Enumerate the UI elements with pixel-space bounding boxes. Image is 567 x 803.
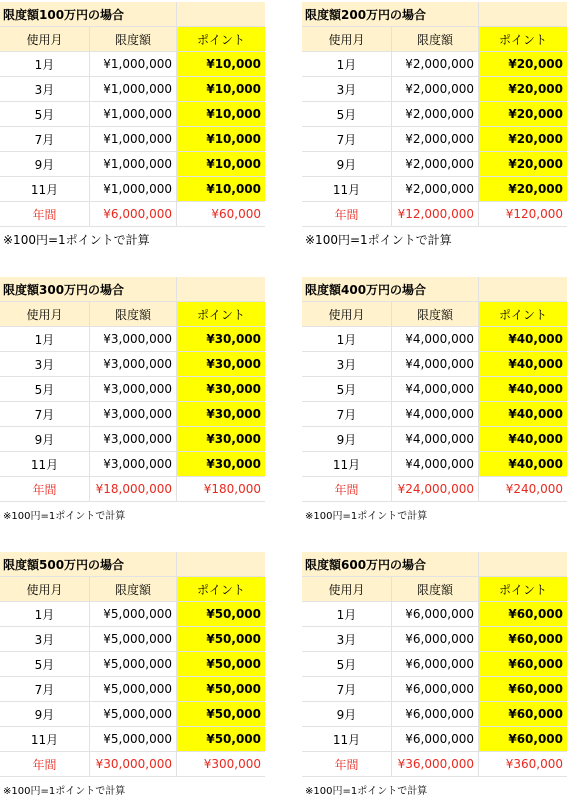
month-cell[interactable]: 7月	[302, 677, 392, 701]
limit-cell[interactable]: ¥6,000,000	[392, 727, 479, 751]
header-points[interactable]: ポイント	[479, 27, 567, 51]
table-row	[0, 427, 265, 452]
total-label[interactable]: 年間	[302, 752, 392, 776]
table-header-row	[302, 577, 567, 602]
total-label[interactable]: 年間	[302, 202, 392, 226]
limit-table	[302, 277, 567, 527]
table-row	[0, 727, 265, 752]
month-cell[interactable]: 5月	[302, 652, 392, 676]
points-cell[interactable]: ¥50,000	[177, 652, 265, 676]
limit-cell[interactable]: ¥3,000,000	[90, 352, 177, 376]
header-limit[interactable]: 限度額	[90, 302, 177, 326]
note-row	[0, 502, 265, 527]
limit-cell[interactable]: ¥4,000,000	[392, 452, 479, 476]
empty-cell[interactable]	[177, 552, 265, 576]
month-cell[interactable]: 11月	[302, 727, 392, 751]
points-cell[interactable]: ¥40,000	[479, 402, 567, 426]
table-title[interactable]: 限度額200万円の場合	[302, 2, 479, 26]
table-row	[302, 702, 567, 727]
limit-table	[0, 277, 265, 527]
month-cell[interactable]: 1月	[0, 52, 90, 76]
month-cell[interactable]: 3月	[302, 77, 392, 101]
table-row	[0, 52, 265, 77]
limit-cell[interactable]: ¥1,000,000	[90, 102, 177, 126]
table-title-row	[302, 552, 567, 577]
points-cell[interactable]: ¥30,000	[177, 402, 265, 426]
month-cell[interactable]: 9月	[302, 702, 392, 726]
points-cell[interactable]: ¥50,000	[177, 702, 265, 726]
points-cell[interactable]: ¥10,000	[177, 52, 265, 76]
calculation-note[interactable]: ※100円=1ポイントで計算	[305, 511, 428, 522]
points-cell[interactable]: ¥40,000	[479, 327, 567, 351]
month-cell[interactable]: 3月	[0, 77, 90, 101]
table-row	[0, 77, 265, 102]
month-cell[interactable]: 1月	[302, 52, 392, 76]
header-limit[interactable]: 限度額	[90, 27, 177, 51]
points-cell[interactable]: ¥60,000	[479, 677, 567, 701]
table-header-row	[0, 27, 265, 52]
table-title[interactable]: 限度額100万円の場合	[0, 2, 177, 26]
table-row	[302, 152, 567, 177]
limit-cell[interactable]: ¥6,000,000	[392, 677, 479, 701]
note-row	[302, 502, 567, 527]
limit-cell[interactable]: ¥4,000,000	[392, 402, 479, 426]
limit-table	[0, 2, 265, 252]
table-header-row	[302, 27, 567, 52]
month-cell[interactable]: 1月	[302, 327, 392, 351]
table-row	[302, 127, 567, 152]
table-row	[302, 177, 567, 202]
month-cell[interactable]: 9月	[0, 702, 90, 726]
points-cell[interactable]: ¥60,000	[479, 652, 567, 676]
total-label[interactable]: 年間	[0, 202, 90, 226]
annual-total-row	[302, 752, 567, 777]
empty-cell[interactable]	[479, 552, 567, 576]
empty-cell[interactable]	[177, 2, 265, 26]
empty-cell[interactable]	[177, 277, 265, 301]
table-row	[302, 402, 567, 427]
points-cell[interactable]: ¥40,000	[479, 377, 567, 401]
table-row	[302, 627, 567, 652]
month-cell[interactable]: 11月	[302, 177, 392, 201]
calculation-note[interactable]: ※100円=1ポイントで計算	[3, 233, 150, 247]
points-cell[interactable]: ¥50,000	[177, 602, 265, 626]
header-month[interactable]: 使用月	[302, 27, 392, 51]
total-points[interactable]: ¥60,000	[211, 207, 261, 221]
limit-cell[interactable]: ¥1,000,000	[90, 177, 177, 201]
table-row	[0, 127, 265, 152]
points-cell[interactable]: ¥30,000	[177, 427, 265, 451]
header-points[interactable]: ポイント	[479, 302, 567, 326]
table-row	[0, 702, 265, 727]
limit-cell[interactable]: ¥1,000,000	[90, 52, 177, 76]
month-cell[interactable]: 7月	[0, 402, 90, 426]
calculation-note[interactable]: ※100円=1ポイントで計算	[305, 786, 428, 797]
limit-cell[interactable]: ¥5,000,000	[90, 652, 177, 676]
table-title-row	[0, 2, 265, 27]
month-cell[interactable]: 5月	[0, 377, 90, 401]
points-cell[interactable]: ¥50,000	[177, 627, 265, 651]
month-cell[interactable]: 11月	[0, 452, 90, 476]
points-cell[interactable]: ¥20,000	[479, 127, 567, 151]
month-cell[interactable]: 11月	[0, 177, 90, 201]
limit-cell[interactable]: ¥6,000,000	[392, 602, 479, 626]
limit-cell[interactable]: ¥1,000,000	[90, 77, 177, 101]
table-row	[302, 677, 567, 702]
points-cell[interactable]: ¥10,000	[177, 152, 265, 176]
total-limit[interactable]: ¥6,000,000	[90, 202, 177, 226]
limit-cell[interactable]: ¥2,000,000	[392, 77, 479, 101]
points-cell[interactable]: ¥60,000	[479, 702, 567, 726]
table-row	[302, 352, 567, 377]
month-cell[interactable]: 7月	[302, 402, 392, 426]
month-cell[interactable]: 3月	[302, 352, 392, 376]
table-row	[302, 327, 567, 352]
annual-total-row	[302, 477, 567, 502]
month-cell[interactable]: 1月	[0, 602, 90, 626]
note-row	[302, 777, 567, 802]
month-cell[interactable]: 1月	[302, 602, 392, 626]
limit-cell[interactable]: ¥2,000,000	[392, 52, 479, 76]
month-cell[interactable]: 9月	[302, 427, 392, 451]
month-cell[interactable]: 9月	[302, 152, 392, 176]
table-row	[302, 427, 567, 452]
table-title-row	[302, 2, 567, 27]
points-cell[interactable]: ¥60,000	[479, 727, 567, 751]
table-header-row	[0, 577, 265, 602]
total-limit[interactable]: ¥36,000,000	[392, 752, 479, 776]
table-row	[0, 177, 265, 202]
limit-cell[interactable]: ¥5,000,000	[90, 702, 177, 726]
limit-cell[interactable]: ¥2,000,000	[392, 152, 479, 176]
points-cell[interactable]: ¥40,000	[479, 452, 567, 476]
limit-cell[interactable]: ¥3,000,000	[90, 327, 177, 351]
limit-cell[interactable]: ¥4,000,000	[392, 377, 479, 401]
table-row	[302, 452, 567, 477]
limit-cell[interactable]: ¥6,000,000	[392, 627, 479, 651]
month-cell[interactable]: 9月	[0, 427, 90, 451]
note-row	[0, 777, 265, 802]
calculation-note[interactable]: ※100円=1ポイントで計算	[305, 233, 452, 247]
header-points[interactable]: ポイント	[177, 27, 265, 51]
table-row	[0, 352, 265, 377]
table-row	[0, 402, 265, 427]
limit-cell[interactable]: ¥3,000,000	[90, 402, 177, 426]
limit-cell[interactable]: ¥4,000,000	[392, 352, 479, 376]
table-header-row	[302, 302, 567, 327]
table-title-row	[0, 277, 265, 302]
header-points[interactable]: ポイント	[177, 577, 265, 601]
calculation-note[interactable]: ※100円=1ポイントで計算	[3, 786, 126, 797]
table-title[interactable]: 限度額400万円の場合	[302, 277, 479, 301]
table-row	[302, 602, 567, 627]
month-cell[interactable]: 7月	[0, 127, 90, 151]
points-cell[interactable]: ¥20,000	[479, 52, 567, 76]
points-cell[interactable]: ¥30,000	[177, 377, 265, 401]
month-cell[interactable]: 3月	[0, 627, 90, 651]
total-limit[interactable]: ¥18,000,000	[90, 477, 177, 501]
points-cell[interactable]: ¥20,000	[479, 177, 567, 201]
limit-cell[interactable]: ¥1,000,000	[90, 127, 177, 151]
header-month[interactable]: 使用月	[302, 577, 392, 601]
total-points[interactable]: ¥360,000	[505, 757, 563, 771]
annual-total-row	[0, 202, 265, 227]
table-row	[302, 377, 567, 402]
month-cell[interactable]: 1月	[0, 327, 90, 351]
table-row	[0, 102, 265, 127]
month-cell[interactable]: 11月	[0, 727, 90, 751]
points-cell[interactable]: ¥60,000	[479, 627, 567, 651]
limit-cell[interactable]: ¥3,000,000	[90, 377, 177, 401]
limit-cell[interactable]: ¥6,000,000	[392, 652, 479, 676]
table-row	[302, 727, 567, 752]
points-cell[interactable]: ¥50,000	[177, 727, 265, 751]
table-title[interactable]: 限度額500万円の場合	[0, 552, 177, 576]
limit-cell[interactable]: ¥6,000,000	[392, 702, 479, 726]
note-row	[302, 227, 567, 252]
points-cell[interactable]: ¥40,000	[479, 427, 567, 451]
points-cell[interactable]: ¥20,000	[479, 77, 567, 101]
limit-cell[interactable]: ¥2,000,000	[392, 177, 479, 201]
table-title[interactable]: 限度額600万円の場合	[302, 552, 479, 576]
month-cell[interactable]: 5月	[0, 102, 90, 126]
header-month[interactable]: 使用月	[0, 27, 90, 51]
total-points[interactable]: ¥120,000	[505, 207, 563, 221]
header-limit[interactable]: 限度額	[392, 577, 479, 601]
points-cell[interactable]: ¥20,000	[479, 152, 567, 176]
month-cell[interactable]: 3月	[302, 627, 392, 651]
month-cell[interactable]: 5月	[0, 652, 90, 676]
table-row	[0, 452, 265, 477]
month-cell[interactable]: 11月	[302, 452, 392, 476]
table-row	[0, 677, 265, 702]
limit-cell[interactable]: ¥4,000,000	[392, 427, 479, 451]
table-row	[0, 152, 265, 177]
month-cell[interactable]: 5月	[302, 102, 392, 126]
limit-cell[interactable]: ¥2,000,000	[392, 127, 479, 151]
points-cell[interactable]: ¥20,000	[479, 102, 567, 126]
table-row	[0, 377, 265, 402]
points-cell[interactable]: ¥10,000	[177, 77, 265, 101]
limit-cell[interactable]: ¥5,000,000	[90, 627, 177, 651]
empty-cell[interactable]	[479, 2, 567, 26]
total-label[interactable]: 年間	[302, 477, 392, 501]
limit-cell[interactable]: ¥1,000,000	[90, 152, 177, 176]
points-cell[interactable]: ¥40,000	[479, 352, 567, 376]
points-cell[interactable]: ¥30,000	[177, 327, 265, 351]
header-points[interactable]: ポイント	[177, 302, 265, 326]
annual-total-row	[0, 752, 265, 777]
limit-cell[interactable]: ¥5,000,000	[90, 602, 177, 626]
table-row	[0, 602, 265, 627]
table-title[interactable]: 限度額300万円の場合	[0, 277, 177, 301]
total-points[interactable]: ¥240,000	[505, 482, 563, 496]
table-header-row	[0, 302, 265, 327]
points-cell[interactable]: ¥30,000	[177, 352, 265, 376]
limit-cell[interactable]: ¥2,000,000	[392, 102, 479, 126]
total-points[interactable]: ¥300,000	[203, 757, 261, 771]
total-points[interactable]: ¥180,000	[203, 482, 261, 496]
header-month[interactable]: 使用月	[0, 577, 90, 601]
header-month[interactable]: 使用月	[302, 302, 392, 326]
limit-table	[302, 552, 567, 802]
total-limit[interactable]: ¥12,000,000	[392, 202, 479, 226]
table-row	[302, 652, 567, 677]
total-limit[interactable]: ¥24,000,000	[392, 477, 479, 501]
limit-cell[interactable]: ¥3,000,000	[90, 452, 177, 476]
header-limit[interactable]: 限度額	[392, 302, 479, 326]
table-title-row	[302, 277, 567, 302]
month-cell[interactable]: 9月	[0, 152, 90, 176]
calculation-note[interactable]: ※100円=1ポイントで計算	[3, 511, 126, 522]
header-limit[interactable]: 限度額	[392, 27, 479, 51]
month-cell[interactable]: 7月	[302, 127, 392, 151]
limit-cell[interactable]: ¥3,000,000	[90, 427, 177, 451]
limit-table	[302, 2, 567, 252]
header-month[interactable]: 使用月	[0, 302, 90, 326]
table-row	[0, 627, 265, 652]
annual-total-row	[302, 202, 567, 227]
note-row	[0, 227, 265, 252]
table-row	[302, 77, 567, 102]
total-limit[interactable]: ¥30,000,000	[90, 752, 177, 776]
month-cell[interactable]: 5月	[302, 377, 392, 401]
table-row	[302, 52, 567, 77]
points-cell[interactable]: ¥60,000	[479, 602, 567, 626]
annual-total-row	[0, 477, 265, 502]
limit-cell[interactable]: ¥5,000,000	[90, 677, 177, 701]
table-row	[0, 652, 265, 677]
month-cell[interactable]: 3月	[0, 352, 90, 376]
header-limit[interactable]: 限度額	[90, 577, 177, 601]
table-title-row	[0, 552, 265, 577]
points-cell[interactable]: ¥50,000	[177, 677, 265, 701]
table-row	[0, 327, 265, 352]
points-cell[interactable]: ¥10,000	[177, 177, 265, 201]
limit-cell[interactable]: ¥4,000,000	[392, 327, 479, 351]
table-row	[302, 102, 567, 127]
total-label[interactable]: 年間	[0, 752, 90, 776]
limit-table	[0, 552, 265, 802]
points-cell[interactable]: ¥10,000	[177, 102, 265, 126]
header-points[interactable]: ポイント	[479, 577, 567, 601]
points-cell[interactable]: ¥10,000	[177, 127, 265, 151]
total-label[interactable]: 年間	[0, 477, 90, 501]
month-cell[interactable]: 7月	[0, 677, 90, 701]
points-cell[interactable]: ¥30,000	[177, 452, 265, 476]
empty-cell[interactable]	[479, 277, 567, 301]
limit-cell[interactable]: ¥5,000,000	[90, 727, 177, 751]
